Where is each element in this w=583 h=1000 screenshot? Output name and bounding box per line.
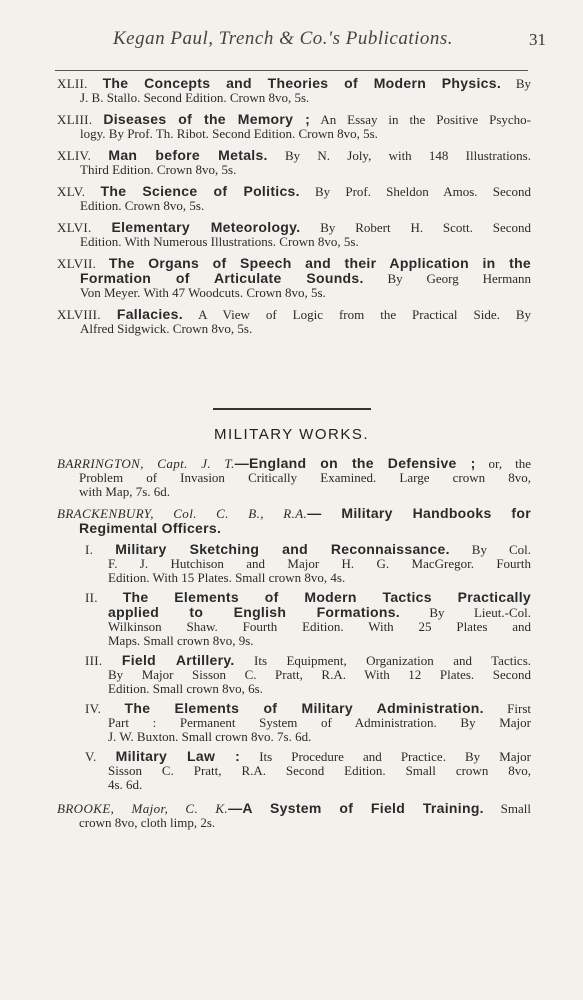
entry-numeral: XLII. — [57, 76, 88, 91]
entry-details-2: Edition. Small crown 8vo, 6s. — [108, 681, 263, 696]
entry-numeral: XLIV. — [57, 148, 92, 163]
entry-title-continued: Formation of Articulate Sounds. — [80, 270, 364, 286]
entry-brooke — [57, 801, 531, 830]
entry-title: Military Law : — [115, 748, 241, 764]
entry-title: —A System of Field Training. — [228, 800, 484, 816]
entry-tail: By Robert H. Scott. Second — [320, 220, 532, 235]
entry-author: BRACKENBURY, Col. C. B., R.A. — [57, 506, 308, 521]
entry-title: Field Artillery. — [121, 652, 235, 668]
entry-tail: An Essay in the Positive Psycho- — [320, 112, 531, 127]
entry-xliv — [57, 148, 531, 177]
entry-title-continued: applied to English Formations. — [108, 604, 400, 620]
entry-numeral: III. — [85, 653, 103, 668]
entry-title: The Elements of Military Administration. — [124, 700, 484, 716]
entry-details: Sisson C. Pratt, R.A. Second Edition. Small crown 8vo, — [108, 763, 531, 778]
entry-title: Man before Metals. — [108, 147, 268, 163]
entry-title: —England on the Defensive ; — [234, 455, 476, 471]
series-entries — [57, 76, 531, 343]
section-heading: MILITARY WORKS. — [213, 426, 370, 443]
entry-barrington — [57, 456, 531, 499]
entry-author: BROOKE, Major, C. K. — [57, 801, 229, 816]
entry-brackenbury — [57, 506, 531, 535]
entry-details: logy. By Prof. Th. Ribot. Second Edition. Crown 8vo, 5s. — [80, 126, 378, 141]
entry-numeral: I. — [85, 542, 94, 557]
page-number: 31 — [529, 30, 546, 49]
entry-tail: Its Equipment, Organization and Tactics. — [254, 653, 532, 668]
entry-details: Part : Permanent System of Administration. By Major — [108, 715, 531, 730]
entry-xlv — [57, 184, 531, 213]
entry-tail: First — [507, 701, 531, 716]
entry-title: The Organs of Speech and their Application in the — [108, 255, 532, 271]
entry-details: Edition. Crown 8vo, 5s. — [80, 198, 205, 213]
entry-details-2: Maps. Small crown 8vo, 9s. — [108, 633, 254, 648]
entry-tail: By Lieut.-Col. — [429, 605, 531, 620]
entry-xlvii — [57, 256, 531, 300]
sub-entry-ii — [85, 590, 531, 648]
entry-numeral: IV. — [85, 701, 102, 716]
entry-tail: Small — [500, 801, 532, 816]
sub-entry-i — [85, 542, 531, 585]
entry-numeral: V. — [85, 749, 97, 764]
entry-tail: By Georg Hermann — [387, 271, 531, 286]
entry-title: The Concepts and Theories of Modern Physics. — [102, 75, 502, 91]
entry-details: Von Meyer. With 47 Woodcuts. Crown 8vo, 5s. — [80, 285, 326, 300]
entry-details: Problem of Invasion Critically Examined. Large crown 8vo, — [79, 470, 531, 485]
entry-tail: Its Procedure and Practice. By Major — [259, 749, 531, 764]
entry-numeral: XLVII. — [57, 256, 97, 271]
entry-details: crown 8vo, cloth limp, 2s. — [79, 815, 216, 830]
entry-author: BARRINGTON, Capt. J. T. — [57, 456, 235, 471]
entry-tail: By Prof. Sheldon Amos. Second — [315, 184, 531, 199]
section-divider — [213, 408, 371, 410]
entry-numeral: II. — [85, 590, 98, 605]
entry-title: Military Sketching and Reconnaissance. — [115, 541, 450, 557]
entry-details: By Major Sisson C. Pratt, R.A. With 12 Plates. Second — [108, 667, 531, 682]
entry-tail: or, the — [488, 456, 531, 471]
entry-details: Edition. With Numerous Illustrations. Crown 8vo, 5s. — [80, 234, 359, 249]
sub-entry-iii — [85, 653, 531, 696]
header-rule — [55, 70, 528, 71]
entry-details: Alfred Sidgwick. Crown 8vo, 5s. — [80, 321, 253, 336]
entry-details-2: 4s. 6d. — [108, 777, 143, 792]
entry-xlii — [57, 76, 531, 105]
entry-xlviii — [57, 307, 531, 336]
entry-details: J. B. Stallo. Second Edition. Crown 8vo, 5s. — [80, 90, 310, 105]
sub-entry-iv — [85, 701, 531, 744]
entry-title: The Elements of Modern Tactics Practically — [122, 589, 531, 605]
military-works-list — [57, 456, 531, 837]
entry-title: Diseases of the Memory ; — [103, 111, 311, 127]
entry-tail: By N. Joly, with 148 Illustrations. — [284, 148, 531, 163]
header-title: Kegan Paul, Trench & Co.'s Publications. — [113, 28, 454, 49]
sub-entry-v — [85, 749, 531, 792]
entry-details-2: Edition. With 15 Plates. Small crown 8vo, 4s. — [108, 570, 346, 585]
entry-numeral: XLVIII. — [57, 307, 101, 322]
entry-details-2: J. W. Buxton. Small crown 8vo. 7s. 6d. — [108, 729, 312, 744]
entry-numeral: XLV. — [57, 184, 86, 199]
entry-title: — Military Handbooks for — [307, 505, 531, 521]
entry-xliii — [57, 112, 531, 141]
entry-xlvi — [57, 220, 531, 249]
entry-numeral: XLVI. — [57, 220, 92, 235]
entry-title-continued: Regimental Officers. — [79, 520, 222, 536]
entry-details: F. J. Hutchison and Major H. G. MacGregor. Fourth — [108, 556, 531, 571]
entry-tail: A View of Logic from the Practical Side. By — [198, 307, 531, 322]
entry-numeral: XLIII. — [57, 112, 93, 127]
entry-details: Wilkinson Shaw. Fourth Edition. With 25 Plates and — [108, 619, 531, 634]
entry-details-2: with Map, 7s. 6d. — [79, 484, 170, 499]
entry-details: Third Edition. Crown 8vo, 5s. — [80, 162, 237, 177]
entry-title: The Science of Politics. — [100, 183, 300, 199]
entry-tail: By Col. — [471, 542, 531, 557]
entry-title: Fallacies. — [116, 306, 183, 322]
running-header — [0, 28, 583, 58]
entry-tail: By — [515, 76, 532, 91]
entry-title: Elementary Meteorology. — [111, 219, 301, 235]
